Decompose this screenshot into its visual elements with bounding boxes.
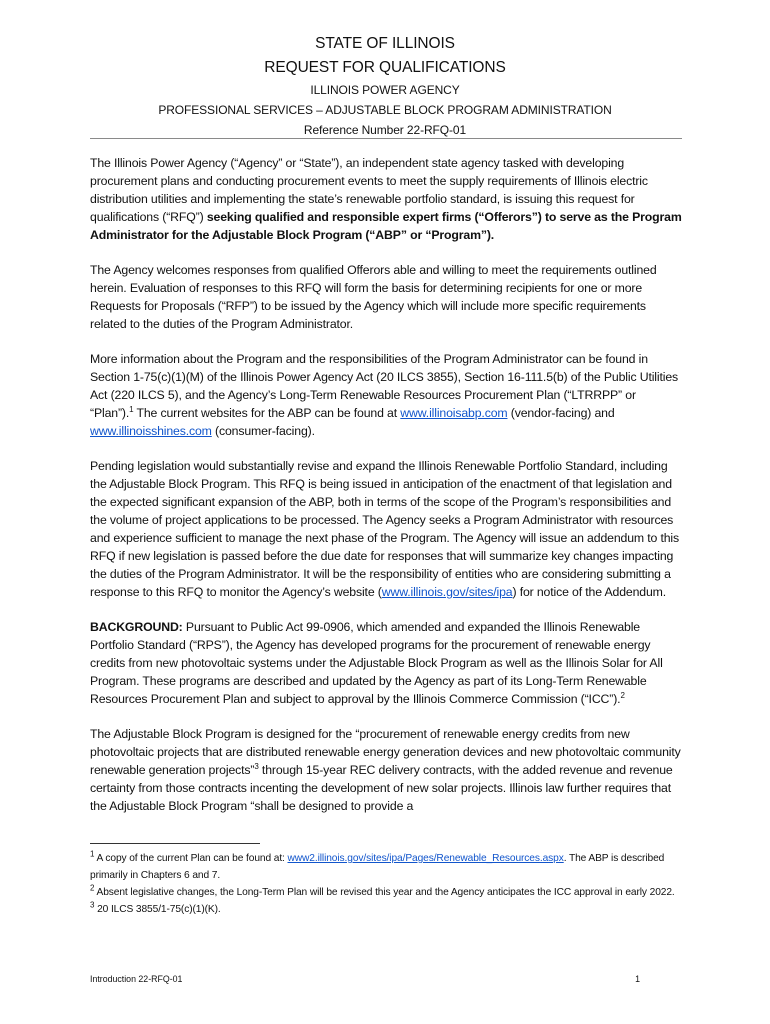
footnote-ref-3: 3 <box>254 761 259 771</box>
footnote-divider <box>90 843 260 844</box>
abp-design-text: The Adjustable Block Program is designed for the “procurement of renewable energy credits from new photovoltaic projects that are distributed renewable energy generation devices and new photovoltaic community renewable generation projects” <box>90 727 681 777</box>
footnotes <box>90 850 682 918</box>
paragraph-more-info <box>90 350 682 440</box>
plan-link[interactable]: www2.illinois.gov/sites/ipa/Pages/Renewable_Resources.aspx <box>287 853 564 864</box>
footnote-2-number: 2 <box>90 883 95 893</box>
header-divider <box>90 138 682 139</box>
footnote-3-text: 20 ILCS 3855/1-75(c)(1)(K). <box>94 904 221 915</box>
page-number: 1 <box>635 974 640 984</box>
header-agency: ILLINOIS POWER AGENCY <box>310 83 460 97</box>
shines-consumer-link[interactable]: www.illinoisshines.com <box>90 424 212 438</box>
agency-website-link[interactable]: www.illinois.gov/sites/ipa <box>381 585 513 599</box>
footnote-2-text: Absent legislative changes, the Long-Term Plan will be revised this year and the Agency anticipates the ICC approval in early 2022. <box>94 887 675 898</box>
pending-text: Pending legislation would substantially revise and expand the Illinois Renewable Portfolio Standard, including the Adjustable Block Program. This RFQ is being issued in anticipation of the enactment of that legislation and the expected significant expansion of the ABP, both in terms of the scope of the Program’s responsibilities and the volume of project applications to be processed. The Agency seeks a Program Administrator with resources and experience sufficient to manage the next phase of the Program. The Agency will issue an addendum to this RFQ if new legislation is passed before the due date for responses that will summarize key changes impacting the duties of the Program Administrator. It will be the responsibility of entities who are considering submitting a response to this RFQ to monitor the Agency’s website ( <box>90 459 680 599</box>
footnote-1-text: A copy of the current Plan can be found at: <box>94 853 288 864</box>
footer-doc-label: Introduction 22-RFQ-01 <box>90 974 183 984</box>
intro-bold-text: seeking qualified and responsible expert firms (“Offerors”) to serve as the Program Administrator for the Adjustable Block Program (“ABP” or “Program”). <box>90 210 682 242</box>
paragraph-welcome <box>90 261 682 333</box>
footnote-2 <box>90 884 682 901</box>
intro-text: The Illinois Power Agency (“Agency” or “State”), an independent state agency tasked with developing procurement plans and conducting procurement events to meet the supply requirements of Illinois electric distribution utilities and implementing the state’s renewable portfolio standard, is issuing this request for qualifications (“RFQ”) <box>90 156 648 224</box>
header-state: STATE OF ILLINOIS <box>315 35 455 52</box>
footnote-ref-1: 1 <box>129 404 134 414</box>
paragraph-background <box>90 618 682 708</box>
document-body <box>90 154 682 815</box>
welcome-text: The Agency welcomes responses from qualified Offerors able and willing to meet the requirements outlined herein. Evaluation of responses to this RFQ will form the basis for determining recipients for one or more Requests for Proposals (“RFP”) to be issued by the Agency which will include more specific requirements related to the duties of the Program Administrator. <box>90 263 657 331</box>
abp-design-text-2: through 15-year REC delivery contracts, with the added revenue and revenue certainty from those contracts incenting the development of new solar projects. Illinois law further requires that the Adjustable Block Program “shall be designed to provide a <box>90 763 673 813</box>
more-info-text-2: The current websites for the ABP can be found at <box>133 406 401 420</box>
more-info-text-4: (consumer-facing). <box>211 424 315 438</box>
more-info-text: More information about the Program and the responsibilities of the Program Administrator can be found in Section 1-75(c)(1)(M) of the Illinois Power Agency Act (20 ILCS 3855), Section 16-111.5(b) of the Public Utilities Act (220 ILCS 5), and the Agency’s Long-Term Renewable Resources Procurement Plan (“LTRRPP” or “Plan”). <box>90 352 679 420</box>
footnote-1-text-2: . The ABP is described primarily in Chapters 6 and 7. <box>90 853 665 881</box>
footnote-ref-2: 2 <box>620 690 625 700</box>
footnote-3 <box>90 901 682 918</box>
header-rfq: REQUEST FOR QUALIFICATIONS <box>264 59 506 76</box>
footnote-3-number: 3 <box>90 900 95 910</box>
header-reference: Reference Number 22-RFQ-01 <box>303 123 467 137</box>
pending-text-2: ) for notice of the Addendum. <box>512 585 667 599</box>
background-text: Pursuant to Public Act 99-0906, which amended and expanded the Illinois Renewable Portfolio Standard (“RPS”), the Agency has developed programs for the procurement of renewable energy credits from new photovoltaic systems under the Adjustable Block Program as well as the Illinois Solar for All Program. These programs are described and updated by the Agency as part of its Long-Term Renewable Resources Procurement Plan and subject to approval by the Illinois Commerce Commission (“ICC”). <box>90 620 663 706</box>
more-info-text-3: (vendor-facing) and <box>507 406 615 420</box>
footnote-1 <box>90 850 682 884</box>
paragraph-pending-legislation <box>90 457 682 601</box>
paragraph-intro <box>90 154 682 244</box>
abp-vendor-link[interactable]: www.illinoisabp.com <box>400 406 508 420</box>
document-header <box>0 32 770 140</box>
footnote-1-number: 1 <box>90 849 95 859</box>
header-services: PROFESSIONAL SERVICES – ADJUSTABLE BLOCK PROGRAM ADMINISTRATION <box>158 103 612 117</box>
background-label: BACKGROUND: <box>90 620 183 634</box>
paragraph-abp-design <box>90 725 682 815</box>
